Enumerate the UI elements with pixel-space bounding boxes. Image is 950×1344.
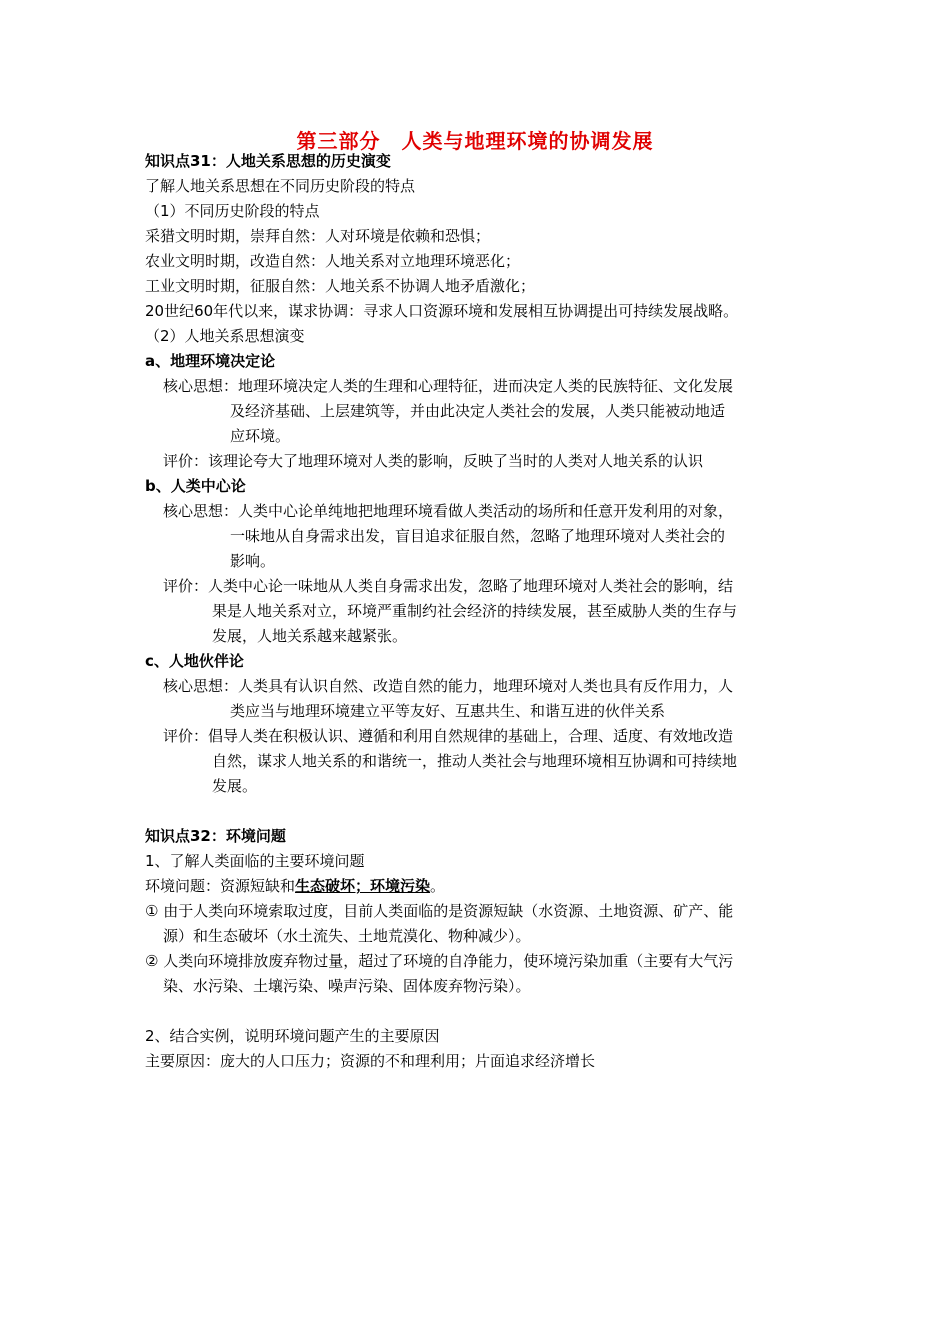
theory-a-core: 核心思想：地理环境决定人类的生理和心理特征，进而决定人类的民族特征、文化发展 (163, 377, 734, 395)
point-2: 染、水污染、土壤污染、噪声污染、固体废弃物污染）。 (163, 977, 531, 995)
stage-line: 工业文明时期，征服自然：人地关系不协调人地矛盾激化； (145, 277, 536, 295)
point-1: ① 由于人类向环境索取过度，目前人类面临的是资源短缺（水资源、土地资源、矿产、能 (145, 902, 734, 920)
env-prefix: 环境问题：资源短缺和 (145, 877, 296, 895)
k31-sub2: （2）人地关系思想演变 (145, 327, 305, 345)
stage-line: 20世纪60年代以来，谋求协调：寻求人口资源环境和发展相互协调提出可持续发展战略。 (145, 302, 739, 320)
k31-sub1: （1）不同历史阶段的特点 (145, 202, 320, 220)
theory-c-core: 核心思想：人类具有认识自然、改造自然的能力，地理环境对人类也具有反作用力，人 (163, 677, 734, 695)
point-1: 源）和生态破坏（水土流失、土地荒漠化、物种减少）。 (163, 927, 531, 945)
stage-line: 采猎文明时期，崇拜自然：人对环境是依赖和恐惧； (145, 227, 491, 245)
env-suffix: 。 (430, 877, 446, 895)
theory-a-core: 及经济基础、上层建筑等，并由此决定人类社会的发展，人类只能被动地适 (230, 402, 726, 420)
k31-intro: 了解人地关系思想在不同历史阶段的特点 (145, 177, 416, 195)
page-title: 第三部分 人类与地理环境的协调发展 (296, 129, 654, 153)
theory-b-core: 核心思想：人类中心论单纯地把地理环境看做人类活动的场所和任意开发利用的对象， (163, 502, 734, 520)
k32-heading: 知识点32：环境问题 (145, 827, 286, 845)
k31-heading: 知识点31：人地关系思想的历史演变 (145, 152, 391, 170)
theory-a-core: 应环境。 (230, 427, 291, 445)
theory-b-eval: 果是人地关系对立，环境严重制约社会经济的持续发展，甚至威胁人类的生存与 (212, 602, 738, 620)
stage-line: 农业文明时期，改造自然：人地关系对立地理环境恶化； (145, 252, 521, 270)
k32-item1: 1、了解人类面临的主要环境问题 (145, 852, 365, 870)
theory-b-core: 影响。 (230, 552, 276, 570)
theory-b-heading: b、人类中心论 (145, 477, 246, 495)
env-problems-line (145, 876, 445, 896)
theory-a-eval: 评价：该理论夸大了地理环境对人类的影响，反映了当时的人类对人地关系的认识 (163, 452, 704, 470)
theory-c-eval: 发展。 (212, 777, 258, 795)
theory-c-heading: c、人地伙伴论 (145, 652, 244, 670)
theory-a-heading: a、地理环境决定论 (145, 352, 276, 370)
point-2: ② 人类向环境排放废弃物过量，超过了环境的自净能力，使环境污染加重（主要有大气污 (145, 952, 734, 970)
theory-c-eval: 评价：倡导人类在积极认识、遵循和利用自然规律的基础上，合理、适度、有效地改造 (163, 727, 734, 745)
main-causes: 主要原因：庞大的人口压力；资源的不和理利用；片面追求经济增长 (145, 1052, 596, 1070)
theory-b-eval: 评价：人类中心论一味地从人类自身需求出发，忽略了地理环境对人类社会的影响，结 (163, 577, 734, 595)
theory-c-core: 类应当与地理环境建立平等友好、互惠共生、和谐互进的伙伴关系 (230, 702, 666, 720)
theory-c-eval: 自然，谋求人地关系的和谐统一，推动人类社会与地理环境相互协调和可持续地 (212, 752, 738, 770)
k32-item2: 2、结合实例，说明环境问题产生的主要原因 (145, 1027, 440, 1045)
env-emphasis: 生态破坏；环境污染 (295, 877, 431, 895)
theory-b-core: 一味地从自身需求出发，盲目追求征服自然，忽略了地理环境对人类社会的 (230, 527, 726, 545)
theory-b-eval: 发展，人地关系越来越紧张。 (212, 627, 408, 645)
